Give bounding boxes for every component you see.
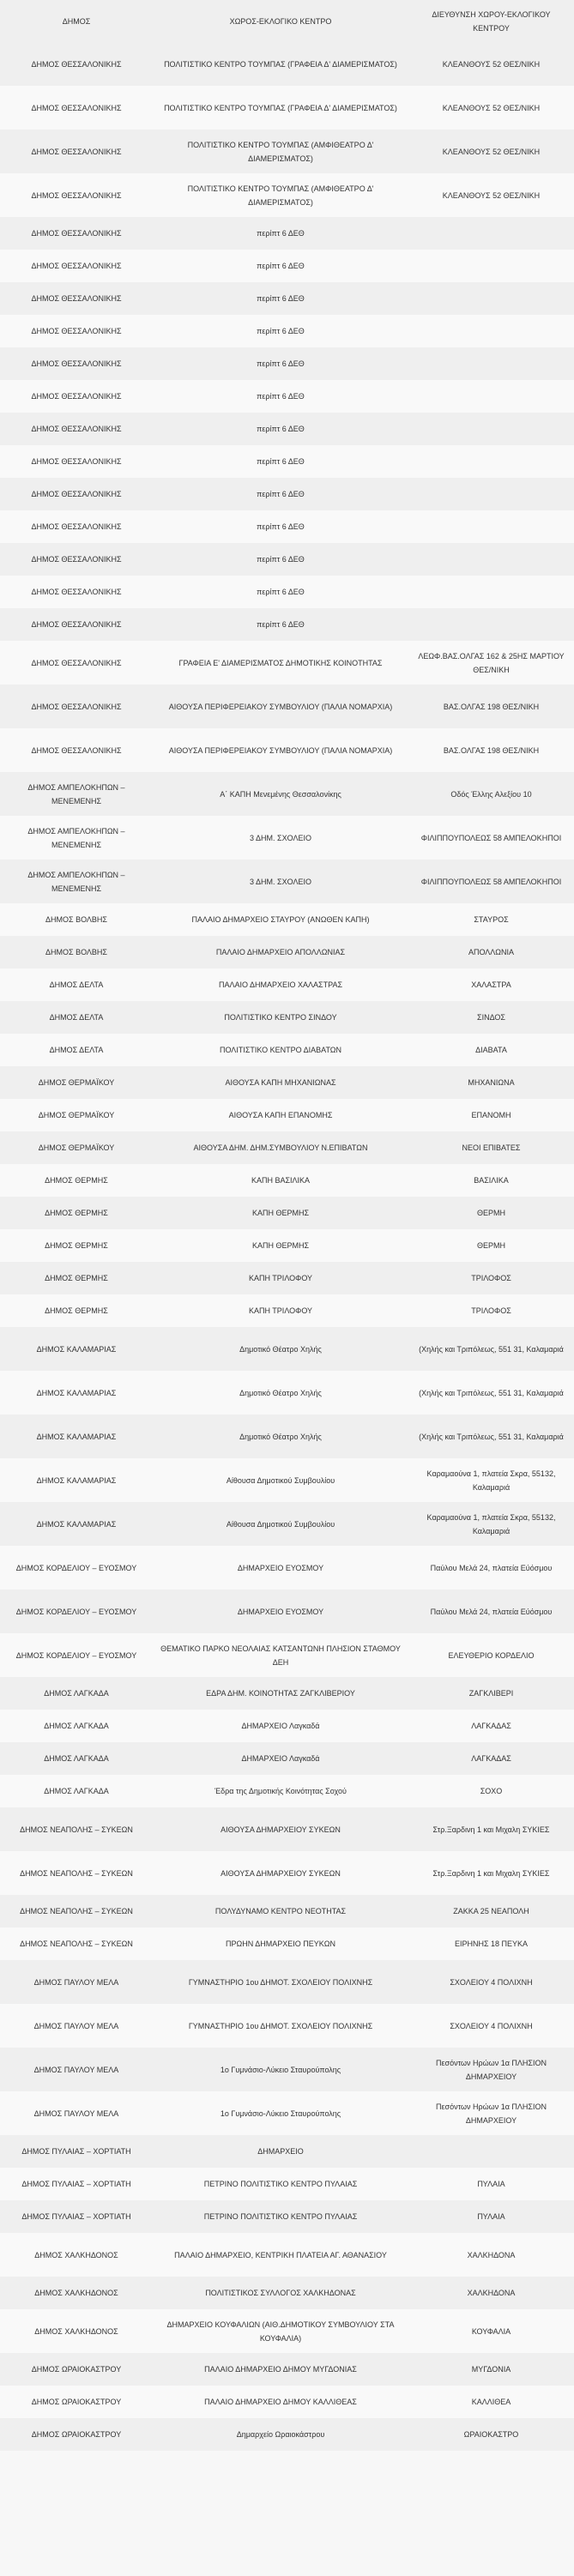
cell-venue: περίπτ 6 ΔΕΘ [153,413,408,445]
cell-venue: ΚΑΠΗ ΘΕΡΜΗΣ [153,1197,408,1229]
cell-venue: ΑΙΘΟΥΣΑ ΔΗΜ. ΔΗΜ.ΣΥΜΒΟΥΛΙΟΥ Ν.ΕΠΙΒΑΤΩΝ [153,1131,408,1164]
table-row [0,1590,574,1633]
cell-municipality: ΔΗΜΟΣ ΘΕΣΣΑΛΟΝΙΚΗΣ [0,641,153,685]
cell-address: ΩΡΑΙΟΚΑΣΤΡΟ [408,2418,574,2451]
cell-municipality: ΔΗΜΟΣ ΚΟΡΔΕΛΙΟΥ – ΕΥΟΣΜΟΥ [0,1590,153,1633]
cell-municipality: ΔΗΜΟΣ ΘΕΡΜΑΪΚΟΥ [0,1099,153,1131]
cell-municipality: ΔΗΜΟΣ ΧΑΛΚΗΔΟΝΟΣ [0,2277,153,2309]
cell-municipality: ΔΗΜΟΣ ΘΕΣΣΑΛΟΝΙΚΗΣ [0,685,153,728]
cell-municipality: ΔΗΜΟΣ ΘΕΣΣΑΛΟΝΙΚΗΣ [0,315,153,347]
cell-municipality: ΔΗΜΟΣ ΘΕΣΣΑΛΟΝΙΚΗΣ [0,510,153,543]
table-row [0,2200,574,2233]
table-row [0,2135,574,2168]
cell-municipality: ΔΗΜΟΣ ΘΕΣΣΑΛΟΝΙΚΗΣ [0,478,153,510]
cell-municipality: ΔΗΜΟΣ ΛΑΓΚΑΔΑ [0,1742,153,1775]
cell-venue: ΑΙΘΟΥΣΑ ΚΑΠΗ ΜΗΧΑΝΙΩΝΑΣ [153,1066,408,1099]
table-row [0,173,574,217]
cell-venue: ΘΕΜΑΤΙΚΟ ΠΑΡΚΟ ΝΕΟΛΑΙΑΣ ΚΑΤΣΑΝΤΩΝΗ ΠΛΗΣΙΟΝ ΣΤΑΘΜΟΥ ΔΕΗ [153,1633,408,1677]
cell-municipality: ΔΗΜΟΣ ΘΕΣΣΑΛΟΝΙΚΗΣ [0,282,153,315]
cell-municipality: ΔΗΜΟΣ ΘΕΡΜΗΣ [0,1262,153,1294]
cell-address: Πεσόντων Ηρώων 1α ΠΛΗΣΙΟΝ ΔΗΜΑΡΧΕΙΟΥ [408,2048,574,2091]
cell-venue: Δημαρχείο Ωραιοκάστρου [153,2418,408,2451]
cell-address [408,445,574,478]
cell-address [408,250,574,282]
table-row [0,1164,574,1197]
cell-municipality: ΔΗΜΟΣ ΘΕΡΜΗΣ [0,1294,153,1327]
cell-address: (Χηλής και Τριπόλεως, 551 31, Καλαμαριά [408,1371,574,1415]
table-row [0,2353,574,2386]
cell-venue: ΔΗΜΑΡΧΕΙΟ ΚΟΥΦΑΛΙΩΝ (ΑΙΘ.ΔΗΜΟΤΙΚΟΥ ΣΥΜΒΟΥΛΙΟΥ ΣΤΑ ΚΟΥΦΑΛΙΑ) [153,2309,408,2353]
cell-address: ΠΥΛΑΙΑ [408,2168,574,2200]
table-row [0,1677,574,1710]
cell-municipality: ΔΗΜΟΣ ΠΑΥΛΟΥ ΜΕΛΑ [0,2048,153,2091]
cell-municipality: ΔΗΜΟΣ ΚΟΡΔΕΛΙΟΥ – ΕΥΟΣΜΟΥ [0,1546,153,1590]
cell-municipality: ΔΗΜΟΣ ΝΕΑΠΟΛΗΣ – ΣΥΚΕΩΝ [0,1895,153,1927]
cell-municipality: ΔΗΜΟΣ ΔΕΛΤΑ [0,1001,153,1034]
table-row [0,2277,574,2309]
cell-venue: ΔΗΜΑΡΧΕΙΟ ΕΥΟΣΜΟΥ [153,1590,408,1633]
cell-address [408,413,574,445]
cell-municipality: ΔΗΜΟΣ ΘΕΣΣΑΛΟΝΙΚΗΣ [0,445,153,478]
cell-address: ΒΑΣ.ΟΛΓΑΣ 198 ΘΕΣ/ΝΙΚΗ [408,728,574,772]
cell-venue: περίπτ 6 ΔΕΘ [153,510,408,543]
cell-address: ΝΕΟΙ ΕΠΙΒΑΤΕΣ [408,1131,574,1164]
table-row [0,860,574,903]
cell-venue: ΑΙΘΟΥΣΑ ΠΕΡΙΦΕΡΕΙΑΚΟΥ ΣΥΜΒΟΥΛΙΟΥ (ΠΑΛΙΑ ΝΟΜΑΡΧΙΑ) [153,728,408,772]
cell-venue: ΔΗΜΑΡΧΕΙΟ [153,2135,408,2168]
table-row [0,728,574,772]
cell-venue: ΠΟΛΙΤΙΣΤΙΚΟ ΚΕΝΤΡΟ ΣΙΝΔΟΥ [153,1001,408,1034]
cell-address [408,380,574,413]
cell-venue: ΓΡΑΦΕΙΑ Ε' ΔΙΑΜΕΡΙΣΜΑΤΟΣ ΔΗΜΟΤΙΚΗΣ ΚΟΙΝΟΤΗΤΑΣ [153,641,408,685]
cell-venue: Αίθουσα Δημοτικού Συμβουλίου [153,1502,408,1546]
cell-address: ΚΛΕΑΝΘΟΥΣ 52 ΘΕΣ/ΝΙΚΗ [408,173,574,217]
cell-venue: περίπτ 6 ΔΕΘ [153,347,408,380]
cell-venue: ΑΙΘΟΥΣΑ ΠΕΡΙΦΕΡΕΙΑΚΟΥ ΣΥΜΒΟΥΛΙΟΥ (ΠΑΛΙΑ ΝΟΜΑΡΧΙΑ) [153,685,408,728]
cell-venue: ΠΑΛΑΙΟ ΔΗΜΑΡΧΕΙΟ ΑΠΟΛΛΩΝΙΑΣ [153,936,408,968]
cell-municipality: ΔΗΜΟΣ ΘΕΣΣΑΛΟΝΙΚΗΣ [0,347,153,380]
header-venue: ΧΩΡΟΣ-ΕΚΛΟΓΙΚΟ ΚΕΝΤΡΟ [153,0,408,42]
cell-address: Καραμαούνα 1, πλατεία Σκρα, 55132, Καλαμαριά [408,1502,574,1546]
cell-venue: περίπτ 6 ΔΕΘ [153,282,408,315]
cell-venue: Δημοτικό Θέατρο Χηλής [153,1415,408,1458]
table-row [0,2168,574,2200]
cell-address [408,608,574,641]
cell-venue: ΓΥΜΝΑΣΤΗΡΙΟ 1ου ΔΗΜΟΤ. ΣΧΟΛΕΙΟΥ ΠΟΛΙΧΝΗΣ [153,2004,408,2048]
cell-venue: 3 ΔΗΜ. ΣΧΟΛΕΙΟ [153,860,408,903]
table-row [0,1099,574,1131]
cell-address: ΕΠΑΝΟΜΗ [408,1099,574,1131]
cell-venue: ΚΑΠΗ ΤΡΙΛΟΦΟΥ [153,1262,408,1294]
cell-venue: ΠΟΛΙΤΙΣΤΙΚΟ ΚΕΝΤΡΟ ΤΟΥΜΠΑΣ (ΑΜΦΙΘΕΑΤΡΟ Δ' ΔΙΑΜΕΡΙΣΜΑΤΟΣ) [153,173,408,217]
cell-address [408,217,574,250]
table-header-row [0,0,574,42]
cell-venue: ΠΟΛΥΔΥΝΑΜΟ ΚΕΝΤΡΟ ΝΕΟΤΗΤΑΣ [153,1895,408,1927]
cell-municipality: ΔΗΜΟΣ ΘΕΣΣΑΛΟΝΙΚΗΣ [0,380,153,413]
table-row [0,1327,574,1371]
cell-municipality: ΔΗΜΟΣ ΩΡΑΙΟΚΑΣΤΡΟΥ [0,2418,153,2451]
cell-venue: ΠΑΛΑΙΟ ΔΗΜΑΡΧΕΙΟ ΣΤΑΥΡΟΥ (ΑΝΩΘΕΝ ΚΑΠΗ) [153,903,408,936]
cell-venue: περίπτ 6 ΔΕΘ [153,576,408,608]
cell-venue: ΠΑΛΑΙΟ ΔΗΜΑΡΧΕΙΟ ΔΗΜΟΥ ΜΥΓΔΟΝΙΑΣ [153,2353,408,2386]
cell-municipality: ΔΗΜΟΣ ΝΕΑΠΟΛΗΣ – ΣΥΚΕΩΝ [0,1807,153,1851]
table-row [0,2418,574,2451]
table-row [0,1851,574,1895]
cell-address: ΣΧΟΛΕΙΟΥ 4 ΠΟΛΙΧΝΗ [408,2004,574,2048]
cell-municipality: ΔΗΜΟΣ ΘΕΡΜΗΣ [0,1229,153,1262]
cell-municipality: ΔΗΜΟΣ ΧΑΛΚΗΔΟΝΟΣ [0,2309,153,2353]
cell-address: ΤΡΙΛΟΦΟΣ [408,1294,574,1327]
cell-municipality: ΔΗΜΟΣ ΘΕΣΣΑΛΟΝΙΚΗΣ [0,217,153,250]
table-row [0,282,574,315]
table-row [0,1294,574,1327]
cell-venue: ΠΡΩΗΝ ΔΗΜΑΡΧΕΙΟ ΠΕΥΚΩΝ [153,1927,408,1960]
cell-venue: ΑΙΘΟΥΣΑ ΚΑΠΗ ΕΠΑΝΟΜΗΣ [153,1099,408,1131]
table-row [0,1927,574,1960]
table-row [0,1807,574,1851]
cell-municipality: ΔΗΜΟΣ ΠΥΛΑΙΑΣ – ΧΟΡΤΙΑΤΗ [0,2168,153,2200]
cell-venue: ΚΑΠΗ ΘΕΡΜΗΣ [153,1229,408,1262]
cell-address: ΚΟΥΦΑΛΙΑ [408,2309,574,2353]
cell-address: ΣΟΧΟ [408,1775,574,1807]
cell-address: ΧΑΛΚΗΔΟΝΑ [408,2277,574,2309]
cell-venue: ΠΕΤΡΙΝΟ ΠΟΛΙΤΙΣΤΙΚΟ ΚΕΝΤΡΟ ΠΥΛΑΙΑΣ [153,2168,408,2200]
table-row [0,1742,574,1775]
cell-address: ΧΑΛΑΣΤΡΑ [408,968,574,1001]
table-row [0,1034,574,1066]
cell-venue: ΑΙΘΟΥΣΑ ΔΗΜΑΡΧΕΙΟΥ ΣΥΚΕΩΝ [153,1807,408,1851]
cell-address: ΒΑΣΙΛΙΚΑ [408,1164,574,1197]
cell-municipality: ΔΗΜΟΣ ΘΕΣΣΑΛΟΝΙΚΗΣ [0,86,153,130]
table-row [0,641,574,685]
cell-venue: περίπτ 6 ΔΕΘ [153,380,408,413]
cell-address [408,478,574,510]
cell-municipality: ΔΗΜΟΣ ΘΕΣΣΑΛΟΝΙΚΗΣ [0,543,153,576]
cell-municipality: ΔΗΜΟΣ ΘΕΡΜΑΪΚΟΥ [0,1131,153,1164]
cell-address: ΖΑΓΚΛΙΒΕΡΙ [408,1677,574,1710]
cell-municipality: ΔΗΜΟΣ ΚΑΛΑΜΑΡΙΑΣ [0,1371,153,1415]
cell-municipality: ΔΗΜΟΣ ΛΑΓΚΑΔΑ [0,1677,153,1710]
table-row [0,2004,574,2048]
cell-municipality: ΔΗΜΟΣ ΘΕΣΣΑΛΟΝΙΚΗΣ [0,728,153,772]
cell-venue: περίπτ 6 ΔΕΘ [153,543,408,576]
table-row [0,510,574,543]
cell-venue: ΠΑΛΑΙΟ ΔΗΜΑΡΧΕΙΟ ΧΑΛΑΣΤΡΑΣ [153,968,408,1001]
cell-address: ΘΕΡΜΗ [408,1197,574,1229]
cell-municipality: ΔΗΜΟΣ ΔΕΛΤΑ [0,968,153,1001]
cell-address: ΕΙΡΗΝΗΣ 18 ΠΕΥΚΑ [408,1927,574,1960]
table-row [0,130,574,173]
table-row [0,576,574,608]
table-row [0,816,574,860]
table-row [0,1415,574,1458]
cell-venue: περίπτ 6 ΔΕΘ [153,478,408,510]
cell-municipality: ΔΗΜΟΣ ΧΑΛΚΗΔΟΝΟΣ [0,2233,153,2277]
cell-address: ΧΑΛΚΗΔΟΝΑ [408,2233,574,2277]
cell-address [408,543,574,576]
cell-municipality: ΔΗΜΟΣ ΑΜΠΕΛΟΚΗΠΩΝ – ΜΕΝΕΜΕΝΗΣ [0,772,153,816]
cell-address: ΒΑΣ.ΟΛΓΑΣ 198 ΘΕΣ/ΝΙΚΗ [408,685,574,728]
cell-address: Στρ.Ξαρδινη 1 και Μιχαλη ΣΥΚΙΕΣ [408,1851,574,1895]
table-row [0,543,574,576]
cell-municipality: ΔΗΜΟΣ ΘΕΣΣΑΛΟΝΙΚΗΣ [0,173,153,217]
cell-address: ΛΕΩΦ.ΒΑΣ.ΟΛΓΑΣ 162 & 25ΗΣ ΜΑΡΤΙΟΥ ΘΕΣ/ΝΙΚΗ [408,641,574,685]
table-row [0,1197,574,1229]
cell-municipality: ΔΗΜΟΣ ΘΕΣΣΑΛΟΝΙΚΗΣ [0,576,153,608]
cell-venue: Α΄ ΚΑΠΗ Μενεμένης Θεσσαλονίκης [153,772,408,816]
cell-venue: περίπτ 6 ΔΕΘ [153,217,408,250]
table-row [0,2233,574,2277]
cell-venue: ΠΟΛΙΤΙΣΤΙΚΟΣ ΣΥΛΛΟΓΟΣ ΧΑΛΚΗΔΟΝΑΣ [153,2277,408,2309]
cell-venue: Έδρα της Δημοτικής Κοινότητας Σοχού [153,1775,408,1807]
cell-municipality: ΔΗΜΟΣ ΠΥΛΑΙΑΣ – ΧΟΡΤΙΑΤΗ [0,2200,153,2233]
table-row [0,608,574,641]
cell-address: ΕΛΕΥΘΕΡΙΟ ΚΟΡΔΕΛΙΟ [408,1633,574,1677]
cell-municipality: ΔΗΜΟΣ ΑΜΠΕΛΟΚΗΠΩΝ – ΜΕΝΕΜΕΝΗΣ [0,816,153,860]
cell-municipality: ΔΗΜΟΣ ΘΕΣΣΑΛΟΝΙΚΗΣ [0,130,153,173]
cell-venue: ΚΑΠΗ ΤΡΙΛΟΦΟΥ [153,1294,408,1327]
cell-address: ΣΤΑΥΡΟΣ [408,903,574,936]
cell-municipality: ΔΗΜΟΣ ΚΟΡΔΕΛΙΟΥ – ΕΥΟΣΜΟΥ [0,1633,153,1677]
cell-address: ΛΑΓΚΑΔΑΣ [408,1710,574,1742]
header-address: ΔΙΕΥΘΥΝΣΗ ΧΩΡΟΥ-ΕΚΛΟΓΙΚΟΥ ΚΕΝΤΡΟΥ [408,0,574,42]
cell-address [408,510,574,543]
cell-address [408,2135,574,2168]
cell-venue: ΚΑΠΗ ΒΑΣΙΛΙΚΑ [153,1164,408,1197]
table-row [0,2091,574,2135]
cell-venue: Δημοτικό Θέατρο Χηλής [153,1371,408,1415]
table-body [0,42,574,2451]
cell-municipality: ΔΗΜΟΣ ΠΑΥΛΟΥ ΜΕΛΑ [0,2004,153,2048]
cell-venue: ΠΟΛΙΤΙΣΤΙΚΟ ΚΕΝΤΡΟ ΤΟΥΜΠΑΣ (ΑΜΦΙΘΕΑΤΡΟ Δ' ΔΙΑΜΕΡΙΣΜΑΤΟΣ) [153,130,408,173]
table-row [0,772,574,816]
table-row [0,1131,574,1164]
table-row [0,903,574,936]
table-row [0,1262,574,1294]
cell-venue: ΑΙΘΟΥΣΑ ΔΗΜΑΡΧΕΙΟΥ ΣΥΚΕΩΝ [153,1851,408,1895]
cell-venue: ΠΕΤΡΙΝΟ ΠΟΛΙΤΙΣΤΙΚΟ ΚΕΝΤΡΟ ΠΥΛΑΙΑΣ [153,2200,408,2233]
table-row [0,2048,574,2091]
table-row [0,347,574,380]
table-row [0,1502,574,1546]
cell-address: Παύλου Μελά 24, πλατεία Εύόσμου [408,1546,574,1590]
table-row [0,1546,574,1590]
table-row [0,1960,574,2004]
cell-municipality: ΔΗΜΟΣ ΩΡΑΙΟΚΑΣΤΡΟΥ [0,2386,153,2418]
cell-municipality: ΔΗΜΟΣ ΛΑΓΚΑΔΑ [0,1710,153,1742]
table-row [0,1066,574,1099]
cell-municipality: ΔΗΜΟΣ ΘΕΣΣΑΛΟΝΙΚΗΣ [0,250,153,282]
cell-address: (Χηλής και Τριπόλεως, 551 31, Καλαμαριά [408,1327,574,1371]
cell-municipality: ΔΗΜΟΣ ΚΑΛΑΜΑΡΙΑΣ [0,1415,153,1458]
cell-address: ΚΛΕΑΝΘΟΥΣ 52 ΘΕΣ/ΝΙΚΗ [408,86,574,130]
cell-venue: ΔΗΜΑΡΧΕΙΟ Λαγκαδά [153,1710,408,1742]
cell-address: Στρ.Ξαρδινη 1 και Μιχαλη ΣΥΚΙΕΣ [408,1807,574,1851]
cell-municipality: ΔΗΜΟΣ ΔΕΛΤΑ [0,1034,153,1066]
cell-venue: 1ο Γυμνάσιο-Λύκειο Σταυρούπολης [153,2091,408,2135]
cell-address: Παύλου Μελά 24, πλατεία Εύόσμου [408,1590,574,1633]
cell-venue: ΕΔΡΑ ΔΗΜ. ΚΟΙΝΟΤΗΤΑΣ ΖΑΓΚΛΙΒΕΡΙΟΥ [153,1677,408,1710]
cell-municipality: ΔΗΜΟΣ ΠΑΥΛΟΥ ΜΕΛΑ [0,1960,153,2004]
cell-venue: ΠΑΛΑΙΟ ΔΗΜΑΡΧΕΙΟ ΔΗΜΟΥ ΚΑΛΛΙΘΕΑΣ [153,2386,408,2418]
cell-municipality: ΔΗΜΟΣ ΚΑΛΑΜΑΡΙΑΣ [0,1458,153,1502]
table-row [0,685,574,728]
cell-venue: περίπτ 6 ΔΕΘ [153,445,408,478]
table-row [0,1371,574,1415]
cell-address: ΔΙΑΒΑΤΑ [408,1034,574,1066]
table-row [0,315,574,347]
cell-address: ΦΙΛΙΠΠΟΥΠΟΛΕΩΣ 58 ΑΜΠΕΛΟΚΗΠΟΙ [408,816,574,860]
cell-venue: 1ο Γυμνάσιο-Λύκειο Σταυρούπολης [153,2048,408,2091]
cell-address: ΘΕΡΜΗ [408,1229,574,1262]
cell-address: ΜΥΓΔΟΝΙΑ [408,2353,574,2386]
table-row [0,217,574,250]
cell-address: ΣΧΟΛΕΙΟΥ 4 ΠΟΛΙΧΝΗ [408,1960,574,2004]
cell-venue: περίπτ 6 ΔΕΘ [153,250,408,282]
cell-municipality: ΔΗΜΟΣ ΒΟΛΒΗΣ [0,903,153,936]
cell-municipality: ΔΗΜΟΣ ΑΜΠΕΛΟΚΗΠΩΝ – ΜΕΝΕΜΕΝΗΣ [0,860,153,903]
cell-venue: περίπτ 6 ΔΕΘ [153,608,408,641]
cell-venue: περίπτ 6 ΔΕΘ [153,315,408,347]
cell-address: ΚΛΕΑΝΘΟΥΣ 52 ΘΕΣ/ΝΙΚΗ [408,130,574,173]
cell-address: ΑΠΟΛΛΩΝΙΑ [408,936,574,968]
cell-venue: ΠΟΛΙΤΙΣΤΙΚΟ ΚΕΝΤΡΟ ΤΟΥΜΠΑΣ (ΓΡΑΦΕΙΑ Δ' ΔΙΑΜΕΡΙΣΜΑΤΟΣ) [153,42,408,86]
cell-venue: ΔΗΜΑΡΧΕΙΟ ΕΥΟΣΜΟΥ [153,1546,408,1590]
cell-address: Καραμαούνα 1, πλατεία Σκρα, 55132, Καλαμαριά [408,1458,574,1502]
cell-address [408,282,574,315]
cell-municipality: ΔΗΜΟΣ ΘΕΣΣΑΛΟΝΙΚΗΣ [0,42,153,86]
cell-venue: ΔΗΜΑΡΧΕΙΟ Λαγκαδά [153,1742,408,1775]
cell-address [408,347,574,380]
cell-address: ΜΗΧΑΝΙΩΝΑ [408,1066,574,1099]
cell-venue: 3 ΔΗΜ. ΣΧΟΛΕΙΟ [153,816,408,860]
cell-address: Οδός Έλλης Αλεξίου 10 [408,772,574,816]
cell-municipality: ΔΗΜΟΣ ΘΕΣΣΑΛΟΝΙΚΗΣ [0,413,153,445]
table-row [0,1001,574,1034]
table-row [0,1229,574,1262]
table-row [0,1633,574,1677]
cell-municipality: ΔΗΜΟΣ ΩΡΑΙΟΚΑΣΤΡΟΥ [0,2353,153,2386]
cell-municipality: ΔΗΜΟΣ ΘΕΡΜΗΣ [0,1197,153,1229]
cell-municipality: ΔΗΜΟΣ ΠΑΥΛΟΥ ΜΕΛΑ [0,2091,153,2135]
table-row [0,413,574,445]
cell-venue: ΠΑΛΑΙΟ ΔΗΜΑΡΧΕΙΟ, ΚΕΝΤΡΙΚΗ ΠΛΑΤΕΙΑ ΑΓ. ΑΘΑΝΑΣΙΟΥ [153,2233,408,2277]
cell-municipality: ΔΗΜΟΣ ΛΑΓΚΑΔΑ [0,1775,153,1807]
table-row [0,42,574,86]
cell-address [408,576,574,608]
cell-municipality: ΔΗΜΟΣ ΘΕΡΜΑΪΚΟΥ [0,1066,153,1099]
table-row [0,1895,574,1927]
table-row [0,968,574,1001]
cell-municipality: ΔΗΜΟΣ ΘΕΣΣΑΛΟΝΙΚΗΣ [0,608,153,641]
table-row [0,2386,574,2418]
cell-venue: Δημοτικό Θέατρο Χηλής [153,1327,408,1371]
table-row [0,380,574,413]
table-row [0,1710,574,1742]
table-row [0,250,574,282]
table-row [0,86,574,130]
cell-municipality: ΔΗΜΟΣ ΝΕΑΠΟΛΗΣ – ΣΥΚΕΩΝ [0,1927,153,1960]
cell-address [408,315,574,347]
header-municipality: ΔΗΜΟΣ [0,0,153,42]
table-row [0,936,574,968]
cell-address: ΚΑΛΛΙΘΕΑ [408,2386,574,2418]
cell-address: ΦΙΛΙΠΠΟΥΠΟΛΕΩΣ 58 ΑΜΠΕΛΟΚΗΠΟΙ [408,860,574,903]
cell-address: ΣΙΝΔΟΣ [408,1001,574,1034]
cell-venue: ΠΟΛΙΤΙΣΤΙΚΟ ΚΕΝΤΡΟ ΔΙΑΒΑΤΩΝ [153,1034,408,1066]
cell-venue: ΓΥΜΝΑΣΤΗΡΙΟ 1ου ΔΗΜΟΤ. ΣΧΟΛΕΙΟΥ ΠΟΛΙΧΝΗΣ [153,1960,408,2004]
cell-venue: ΠΟΛΙΤΙΣΤΙΚΟ ΚΕΝΤΡΟ ΤΟΥΜΠΑΣ (ΓΡΑΦΕΙΑ Δ' ΔΙΑΜΕΡΙΣΜΑΤΟΣ) [153,86,408,130]
cell-address: Πεσόντων Ηρώων 1α ΠΛΗΣΙΟΝ ΔΗΜΑΡΧΕΙΟΥ [408,2091,574,2135]
table-row [0,445,574,478]
cell-municipality: ΔΗΜΟΣ ΠΥΛΑΙΑΣ – ΧΟΡΤΙΑΤΗ [0,2135,153,2168]
cell-municipality: ΔΗΜΟΣ ΚΑΛΑΜΑΡΙΑΣ [0,1327,153,1371]
cell-address: ΚΛΕΑΝΘΟΥΣ 52 ΘΕΣ/ΝΙΚΗ [408,42,574,86]
cell-address: ΤΡΙΛΟΦΟΣ [408,1262,574,1294]
table-row [0,1775,574,1807]
cell-municipality: ΔΗΜΟΣ ΝΕΑΠΟΛΗΣ – ΣΥΚΕΩΝ [0,1851,153,1895]
cell-address: ΛΑΓΚΑΔΑΣ [408,1742,574,1775]
cell-venue: Αίθουσα Δημοτικού Συμβουλίου [153,1458,408,1502]
table-row [0,478,574,510]
cell-address: ΠΥΛΑΙΑ [408,2200,574,2233]
table-row [0,1458,574,1502]
cell-address: (Χηλής και Τριπόλεως, 551 31, Καλαμαριά [408,1415,574,1458]
table-row [0,2309,574,2353]
cell-municipality: ΔΗΜΟΣ ΘΕΡΜΗΣ [0,1164,153,1197]
cell-address: ΖΑΚΚΑ 25 ΝΕΑΠΟΛΗ [408,1895,574,1927]
cell-municipality: ΔΗΜΟΣ ΒΟΛΒΗΣ [0,936,153,968]
cell-municipality: ΔΗΜΟΣ ΚΑΛΑΜΑΡΙΑΣ [0,1502,153,1546]
